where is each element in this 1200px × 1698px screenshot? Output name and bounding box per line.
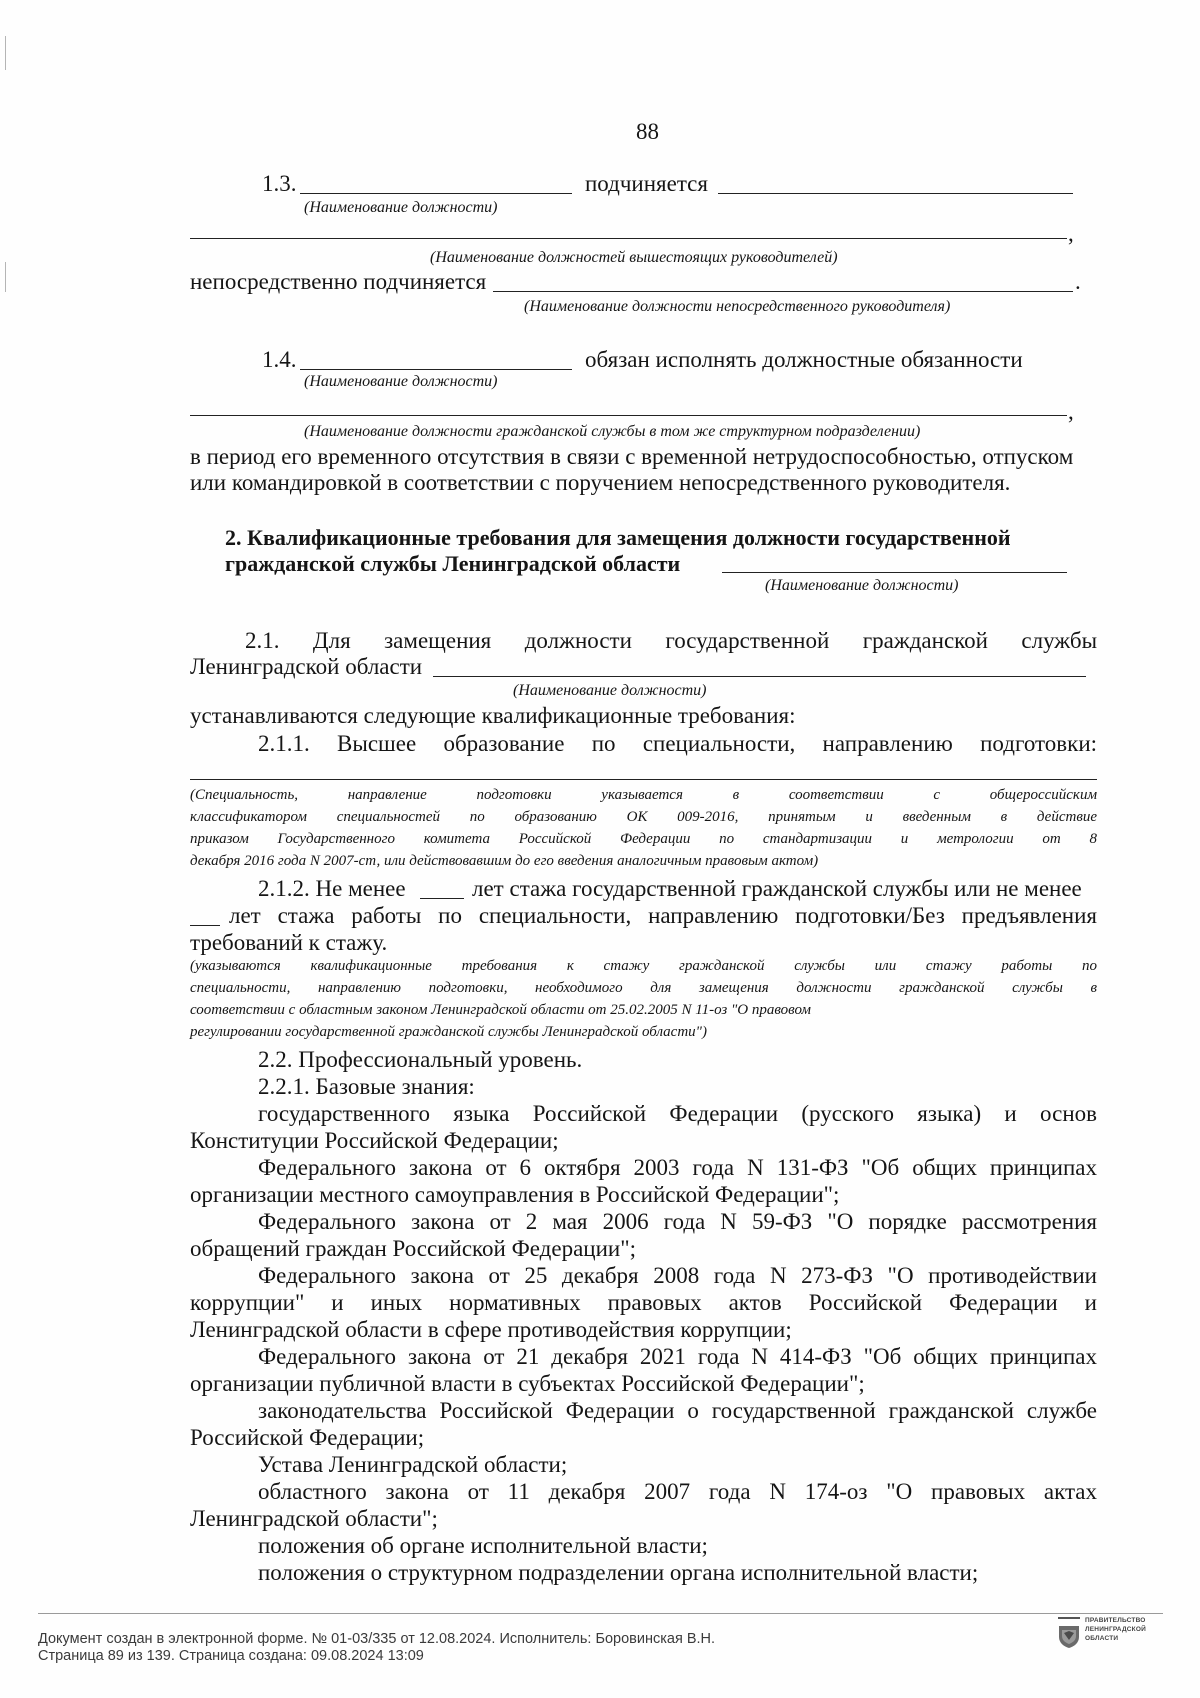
list-item-line: Конституции Российской Федерации; [190,1128,559,1153]
body-text: в период его временного отсутствия в связи с временной нетрудоспособностью, отпуском [190,444,1074,469]
item-text: обязан исполнять должностные обязанности [585,347,1023,372]
note-line: (указываются квалификационные требования к стажу гражданской службы или стажу работы по [190,958,1097,974]
punctuation: . [1075,269,1081,294]
list-item-line: организации местного самоуправления в Российской Федерации"; [190,1182,840,1207]
list-item-line: государственного языка Российской Федерации (русского языка) и основ [258,1101,1097,1126]
list-item-line: Ленинградской области"; [190,1506,438,1531]
list-item-line: организации публичной власти в субъектах Российской Федерации"; [190,1371,865,1396]
fill-line [300,193,572,194]
list-item-line: Ленинградской области в сфере противодействия коррупции; [190,1317,792,1342]
field-hint: (Наименование должности) [304,373,498,390]
logo-text: ЛЕНИНГРАДСКОЙ [1085,1626,1146,1633]
word: направление [347,787,427,803]
list-item-line: Устава Ленинградской области; [258,1452,568,1477]
scan-mark [5,262,6,292]
list-item-line: Федерального закона от 6 октября 2003 года N 131-ФЗ "Об общих принципах [258,1155,1097,1180]
body-text: лет стажа государственной гражданской службы или не менее [472,876,1082,901]
page-number: 88 [636,119,659,144]
footer-line: Документ создан в электронной форме. № 01-03/335 от 12.08.2024. Исполнитель: Боровинская В.Н. [38,1630,716,1647]
note-line: декабря 2016 года N 2007-ст, или действовавшим до его введения аналогичным правовым актом) [190,853,819,869]
field-hint: (Наименование должности непосредственного руководителя) [524,298,951,315]
item-number: 1.3. [262,171,297,196]
paragraph-line [190,730,1097,757]
word: направлению [822,731,953,756]
list-item-line: обращений граждан Российской Федерации"; [190,1236,637,1261]
word: государственной [665,628,830,653]
word: подготовки [476,787,552,803]
note-line: классификатором специальностей по образованию ОК 009-2016, принятым и введенным в действие [190,809,1097,825]
list-item-line: Российской Федерации; [190,1425,425,1450]
item-text: непосредственно подчиняется [190,269,487,294]
word: образование [443,731,565,756]
fill-line [190,415,1067,416]
fill-line [718,193,1073,194]
government-logo [1058,1615,1188,1655]
logo-text: ПРАВИТЕЛЬСТВО [1085,1617,1146,1624]
word: с [933,787,941,803]
word: 2.1.1. Высшее [258,731,417,756]
note-line [190,784,1097,806]
field-hint: (Наименование должности) [765,577,959,594]
fill-line [300,369,572,370]
body-text: Ленинградской области [190,654,423,679]
field-hint: (Наименование должности) [304,199,498,216]
list-item-line: областного закона от 11 декабря 2007 года N 174-оз "О правовых актах [258,1479,1097,1504]
word: по [591,731,616,756]
word: (Специальность, [190,787,299,803]
footer-rule [38,1613,1163,1614]
subsection-title: 2.2. Профессиональный уровень. [258,1047,583,1072]
paragraph-line [190,627,1097,654]
scan-mark [5,36,6,70]
note-line: приказом Государственного комитета Российской Федерации по стандартизации и метрологии от 8 [190,831,1097,847]
section-heading: 2. Квалификационные требования для замещения должности государственной [225,525,1011,550]
word: в [732,787,740,803]
body-text: или командировкой в соответствии с поручением непосредственного руководителя. [190,470,1011,495]
body-text: устанавливаются следующие квалификационные требования: [190,703,796,728]
logo-bar [1058,1617,1080,1619]
field-hint: (Наименование должностей вышестоящих руководителей) [430,249,838,266]
list-item-line: коррупции" и иных нормативных правовых актов Российской Федерации и [190,1290,1097,1315]
word: службы [1021,628,1098,653]
fill-line [420,898,464,899]
list-item-line: положения об органе исполнительной власти; [258,1533,708,1558]
word: подготовки: [980,731,1098,756]
item-text: подчиняется [585,171,708,196]
government-name [1085,1616,1146,1643]
fill-line [190,238,1067,239]
word: соответствии [788,787,884,803]
footer-line: Страница 89 из 139. Страница создана: 09.08.2024 13:09 [38,1647,424,1664]
word: должности [524,628,632,653]
note-line: специальности, направлению подготовки, необходимого для замещения должности гражданской службы в [190,980,1097,996]
list-item-line: положения о структурном подразделении органа исполнительной власти; [258,1560,979,1585]
fill-line [493,291,1073,292]
item-number: 1.4. [262,347,297,372]
word: гражданской [862,628,988,653]
note-line: регулировании государственной гражданской службы Ленинградской области") [190,1024,707,1040]
coat-of-arms-icon [1058,1621,1080,1649]
list-item-line: Федерального закона от 25 декабря 2008 года N 273-ФЗ "О противодействии [258,1263,1097,1288]
fill-line [190,779,1097,780]
fill-line [190,925,220,926]
field-hint: (Наименование должности гражданской службы в том же структурном подразделении) [304,423,921,440]
list-item-line: Федерального закона от 21 декабря 2021 года N 414-ФЗ "Об общих принципах [258,1344,1097,1369]
fill-line [722,572,1067,573]
punctuation: , [1068,399,1074,424]
logo-text: ОБЛАСТИ [1085,1635,1119,1642]
paragraph-line: лет стажа работы по специальности, направлению подготовки/Без предъявления [229,903,1097,928]
list-item-line: Федерального закона от 2 мая 2006 года N 59-ФЗ "О порядке рассмотрения [258,1209,1097,1234]
note-line: соответствии с областным законом Ленинградской области от 25.02.2005 N 11-оз "О правовом [190,1002,811,1018]
field-hint: (Наименование должности) [513,682,707,699]
body-text: 2.1.2. Не менее [258,876,406,901]
word: общероссийским [989,787,1098,803]
punctuation: , [1068,221,1074,246]
list-item-line: законодательства Российской Федерации о государственной гражданской службе [258,1398,1097,1423]
section-heading: гражданской службы Ленинградской области [225,551,681,576]
word: указывается [601,787,683,803]
word: 2.1. Для [245,628,351,653]
word: специальности, [642,731,796,756]
body-text: требований к стажу. [190,930,388,955]
subsection-title: 2.2.1. Базовые знания: [258,1074,475,1099]
word: замещения [384,628,492,653]
fill-line [433,676,1086,677]
